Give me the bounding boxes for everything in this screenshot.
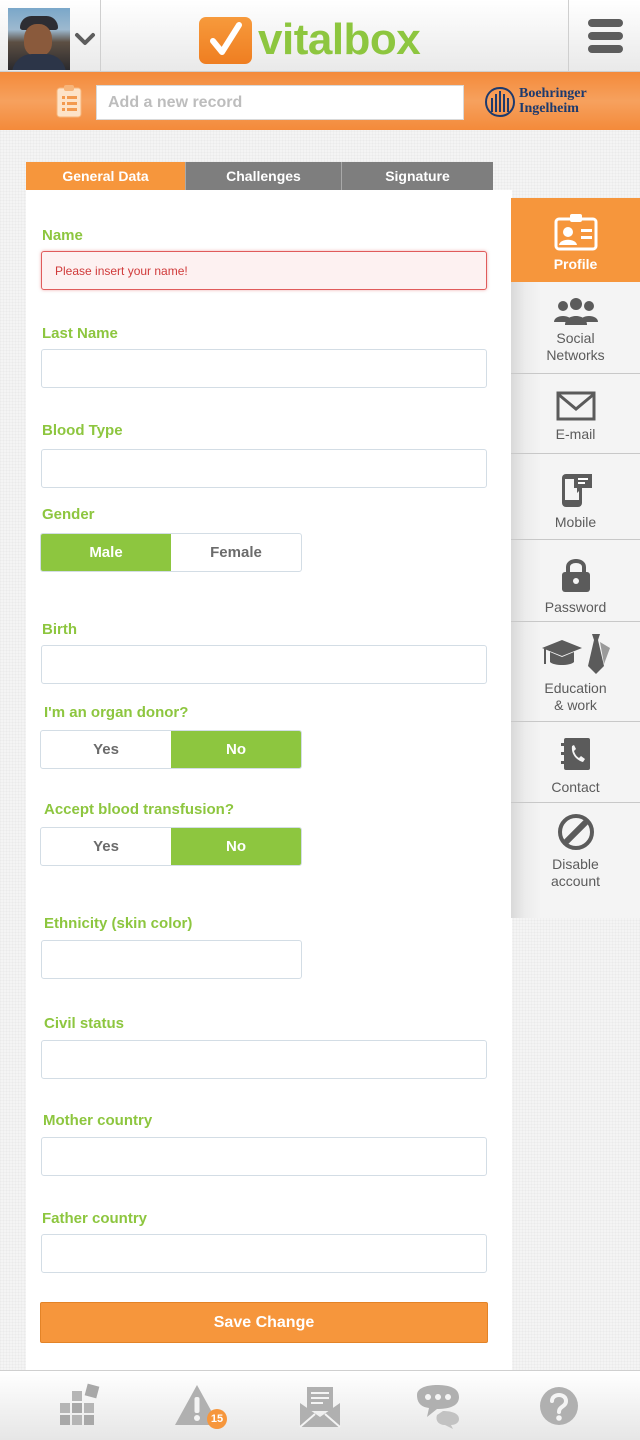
civil-status-label: Civil status [44, 1015, 125, 1032]
side-item-profile[interactable] [511, 198, 640, 282]
envelope-icon [556, 391, 596, 421]
profile-side-menu [511, 198, 640, 918]
partner-name-line2: Ingelheim [519, 101, 579, 116]
top-header [0, 0, 640, 72]
organ-donor-yes-option[interactable]: Yes [93, 741, 119, 758]
tab-challenges[interactable]: Challenges [186, 162, 342, 190]
graduation-tie-icon [540, 634, 612, 674]
father-country-field[interactable] [41, 1234, 487, 1273]
chevron-down-icon[interactable] [74, 28, 96, 50]
blood-type-field[interactable] [41, 449, 487, 488]
organ-donor-no-option[interactable]: No [171, 731, 301, 768]
gender-female-option[interactable]: Female [210, 544, 262, 561]
last-name-field[interactable] [41, 349, 487, 388]
save-change-button[interactable]: Save Change [40, 1302, 488, 1343]
brand-name: vitalbox [258, 15, 421, 64]
ethnicity-field[interactable] [41, 940, 302, 979]
brand-logo [199, 16, 420, 64]
address-book-icon [558, 736, 594, 772]
transfusion-no-option[interactable]: No [171, 828, 301, 865]
transfusion-toggle [40, 827, 302, 866]
checkmark-icon [199, 17, 252, 64]
alerts-count-badge: 15 [207, 1409, 227, 1429]
gender-label: Gender [42, 506, 95, 523]
transfusion-label: Accept blood transfusion? [44, 801, 235, 818]
partner-name-line1: Boehringer [519, 86, 587, 101]
bottom-nav [0, 1370, 640, 1440]
gender-toggle [40, 533, 302, 572]
side-item-email[interactable] [511, 374, 640, 454]
side-item-contact[interactable] [511, 722, 640, 803]
user-menu[interactable] [0, 0, 101, 72]
dashboard-grid-icon[interactable] [56, 1381, 106, 1431]
people-icon [553, 298, 599, 326]
father-country-label: Father country [42, 1210, 148, 1227]
tab-signature[interactable]: Signature [342, 162, 493, 190]
boehringer-logo-icon [484, 86, 516, 118]
civil-status-field[interactable] [41, 1040, 487, 1079]
chat-bubbles-icon[interactable] [413, 1381, 463, 1431]
mail-document-icon[interactable] [295, 1381, 345, 1431]
clipboard-icon[interactable] [55, 84, 83, 118]
add-record-input[interactable] [96, 85, 464, 120]
tab-bar [26, 162, 493, 190]
lock-icon [560, 556, 592, 594]
organ-donor-toggle [40, 730, 302, 769]
name-field[interactable]: Please insert your name! [41, 251, 487, 290]
side-item-mobile[interactable] [511, 454, 640, 540]
side-item-disable-account[interactable] [511, 803, 640, 903]
hamburger-menu-button[interactable] [568, 0, 640, 72]
side-item-social-label: Social Networks [546, 330, 605, 363]
partner-logo [484, 86, 594, 118]
organ-donor-label: I'm an organ donor? [44, 704, 189, 721]
mobile-chat-icon [558, 472, 594, 508]
record-bar [0, 72, 640, 130]
side-item-password[interactable] [511, 540, 640, 622]
avatar[interactable] [8, 8, 70, 70]
side-item-contact-label: Contact [551, 779, 600, 795]
side-item-disable-label: Disable account [550, 856, 601, 889]
ethnicity-label: Ethnicity (skin color) [44, 915, 193, 932]
side-item-password-label: Password [544, 599, 607, 615]
side-item-education-work[interactable] [511, 622, 640, 722]
side-item-mobile-label: Mobile [554, 514, 597, 530]
birth-field[interactable] [41, 645, 487, 684]
last-name-label: Last Name [42, 325, 118, 342]
mother-country-field[interactable] [41, 1137, 487, 1176]
disable-circle-icon [557, 813, 595, 851]
mother-country-label: Mother country [43, 1112, 153, 1129]
blood-type-label: Blood Type [42, 422, 123, 439]
transfusion-yes-option[interactable]: Yes [93, 838, 119, 855]
birth-label: Birth [42, 621, 77, 638]
help-question-icon[interactable] [534, 1381, 584, 1431]
side-item-email-label: E-mail [555, 426, 596, 442]
side-item-profile-label: Profile [553, 256, 598, 272]
side-item-social-networks[interactable] [511, 282, 640, 374]
profile-card-icon [554, 213, 598, 251]
name-label: Name [42, 227, 83, 244]
side-item-education-label: Education & work [544, 680, 607, 713]
tab-general-data[interactable]: General Data [26, 162, 186, 190]
gender-male-option[interactable]: Male [41, 534, 171, 571]
